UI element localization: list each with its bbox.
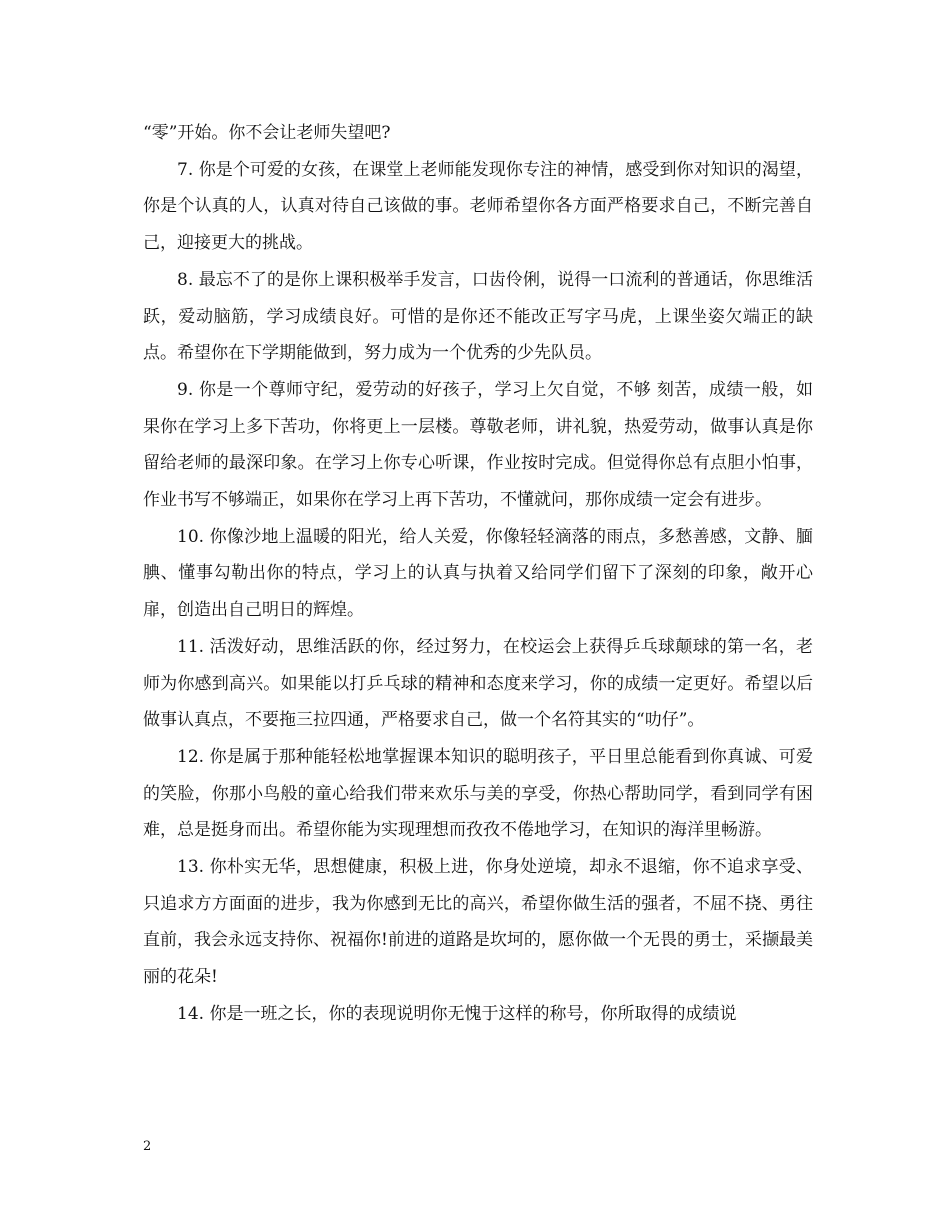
paragraph-comment-13: 13. 你朴实无华，思想健康，积极上进，你身处逆境，却永不退缩，你不追求享受、只追求方方面面的进步，我为你感到无比的高兴，希望你做生活的强者，不屈不挠、勇往直前，我会永远支持你、祝福你!前进的道路是坎坷的，愿你做一个无畏的勇士，采撷最美丽的花朵! xyxy=(143,857,813,988)
paragraph-comment-14: 14. 你是一班之长，你的表现说明你无愧于这样的称号，你所取得的成绩说 xyxy=(177,1003,737,1024)
document-body xyxy=(143,115,813,1033)
paragraph-comment-10: 10. 你像沙地上温暖的阳光，给人关爱，你像轻轻滴落的雨点，多愁善感，文静、腼腆、懂事勾勒出你的特点，学习上的认真与执着又给同学们留下了深刻的印象，敞开心扉，创造出自己明日的辉煌。 xyxy=(143,526,813,621)
paragraph-comment-12: 12. 你是属于那种能轻松地掌握课本知识的聪明孩子，平日里总能看到你真诚、可爱的笑脸，你那小鸟般的童心给我们带来欢乐与美的享受，你热心帮助同学，看到同学有困难，总是挺身而出。希望你能为实现理想而孜孜不倦地学习，在知识的海洋里畅游。 xyxy=(143,746,813,841)
paragraph-comment-11: 11. 活泼好动，思维活跃的你，经过努力，在校运会上获得乒乓球颠球的第一名，老师为你感到高兴。如果能以打乒乓球的精神和态度来学习，你的成绩一定更好。希望以后做事认真点，不要拖三拉四通，严格要求自己，做一个名符其实的“叻仔”。 xyxy=(143,636,813,731)
paragraph-comment-9: 9. 你是一个尊师守纪，爱劳动的好孩子，学习上欠自觉，不够 刻苦，成绩一般，如果你在学习上多下苦功，你将更上一层楼。尊敬老师，讲礼貌，热爱劳动，做事认真是你留给老师的最深印象。在学习上你专心听课，作业按时完成。但觉得你总有点胆小怕事，作业书写不够端正，如果你在学习上再下苦功，不懂就问，那你成绩一定会有进步。 xyxy=(143,379,813,511)
paragraph-continuation: “零”开始。你不会让老师失望吧? xyxy=(143,123,391,143)
paragraph-comment-8: 8. 最忘不了的是你上课积极举手发言，口齿伶俐，说得一口流利的普通话，你思维活跃，爱动脑筋，学习成绩良好。可惜的是你还不能改正写字马虎，上课坐姿欠端正的缺点。希望你在下学期能做到，努力成为一个优秀的少先队员。 xyxy=(143,269,813,364)
page-number: 2 xyxy=(143,1139,152,1154)
paragraph-comment-7: 7. 你是个可爱的女孩，在课堂上老师能发现你专注的神情，感受到你对知识的渴望，你是个认真的人，认真对待自己该做的事。老师希望你各方面严格要求自己，不断完善自己，迎接更大的挑战。 xyxy=(143,159,813,254)
